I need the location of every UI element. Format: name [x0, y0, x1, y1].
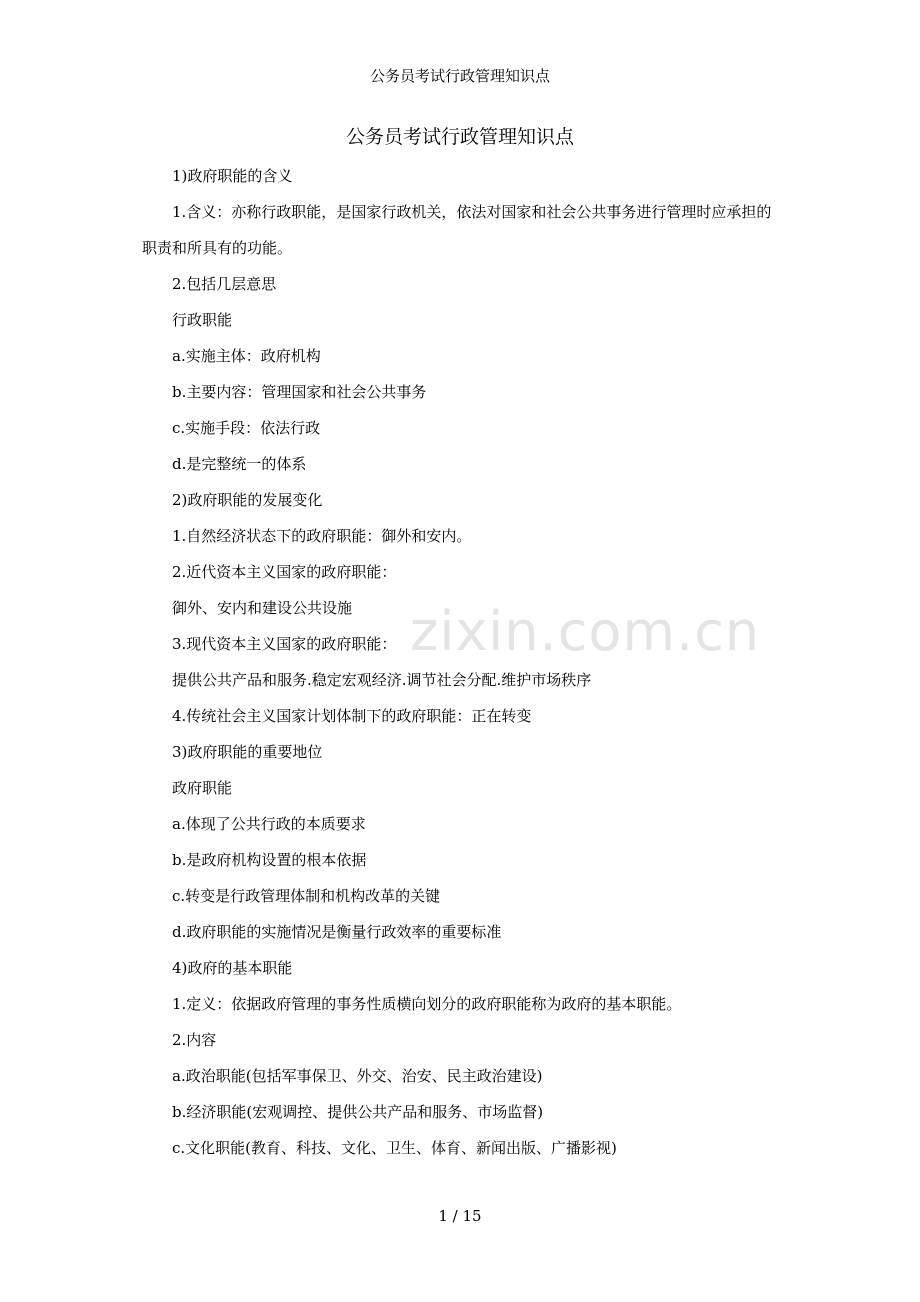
- paragraph: 3.现代资本主义国家的政府职能：: [172, 635, 397, 653]
- paragraph: 3)政府职能的重要地位: [172, 743, 323, 761]
- document-title: 公务员考试行政管理知识点: [345, 126, 574, 148]
- paragraph: d.政府职能的实施情况是衡量行政效率的重要标准: [172, 923, 502, 941]
- paragraph: b.主要内容：管理国家和社会公共事务: [172, 383, 427, 401]
- paragraph: 御外、安内和建设公共设施: [172, 599, 353, 617]
- paragraph: 2.内容: [172, 1031, 217, 1049]
- paragraph: 2)政府职能的发展变化: [172, 491, 323, 509]
- paragraph: 4.传统社会主义国家计划体制下的政府职能：正在转变: [172, 707, 532, 725]
- paragraph: 行政职能: [172, 311, 233, 329]
- paragraph: a.体现了公共行政的本质要求: [172, 815, 366, 833]
- paragraph: 2.近代资本主义国家的政府职能：: [172, 563, 397, 581]
- paragraph: a.政治职能(包括军事保卫、外交、治安、民主政治建设): [172, 1067, 543, 1085]
- paragraph: b.是政府机构设置的根本依据: [172, 851, 367, 869]
- paragraph: d.是完整统一的体系: [172, 455, 307, 473]
- paragraph: 1.定义：依据政府管理的事务性质横向划分的政府职能称为政府的基本职能。: [172, 995, 682, 1013]
- page-number: 1 / 15: [438, 1207, 482, 1225]
- paragraph: 2.包括几层意思: [172, 275, 277, 293]
- paragraph: a.实施主体：政府机构: [172, 347, 321, 365]
- paragraph: c.转变是行政管理体制和机构改革的关键: [172, 887, 441, 905]
- paragraph: 政府职能: [172, 779, 233, 797]
- watermark: zixin.com.cn: [410, 600, 761, 663]
- running-header: 公务员考试行政管理知识点: [369, 67, 550, 85]
- paragraph: c.文化职能(教育、科技、文化、卫生、体育、新闻出版、广播影视): [172, 1139, 617, 1157]
- paragraph: 1.自然经济状态下的政府职能：御外和安内。: [172, 527, 472, 545]
- paragraph: 1)政府职能的含义: [172, 167, 293, 185]
- paragraph: b.经济职能(宏观调控、提供公共产品和服务、市场监督): [172, 1103, 544, 1121]
- paragraph: 1.含义：亦称行政职能，是国家行政机关，依法对国家和社会公共事务进行管理时应承担的职责和所具有的功能。: [142, 203, 772, 257]
- document-body: [142, 166, 782, 1174]
- paragraph: c.实施手段：依法行政: [172, 419, 321, 437]
- paragraph: 4)政府的基本职能: [172, 959, 293, 977]
- paragraph: 提供公共产品和服务.稳定宏观经济.调节社会分配.维护市场秩序: [172, 671, 592, 689]
